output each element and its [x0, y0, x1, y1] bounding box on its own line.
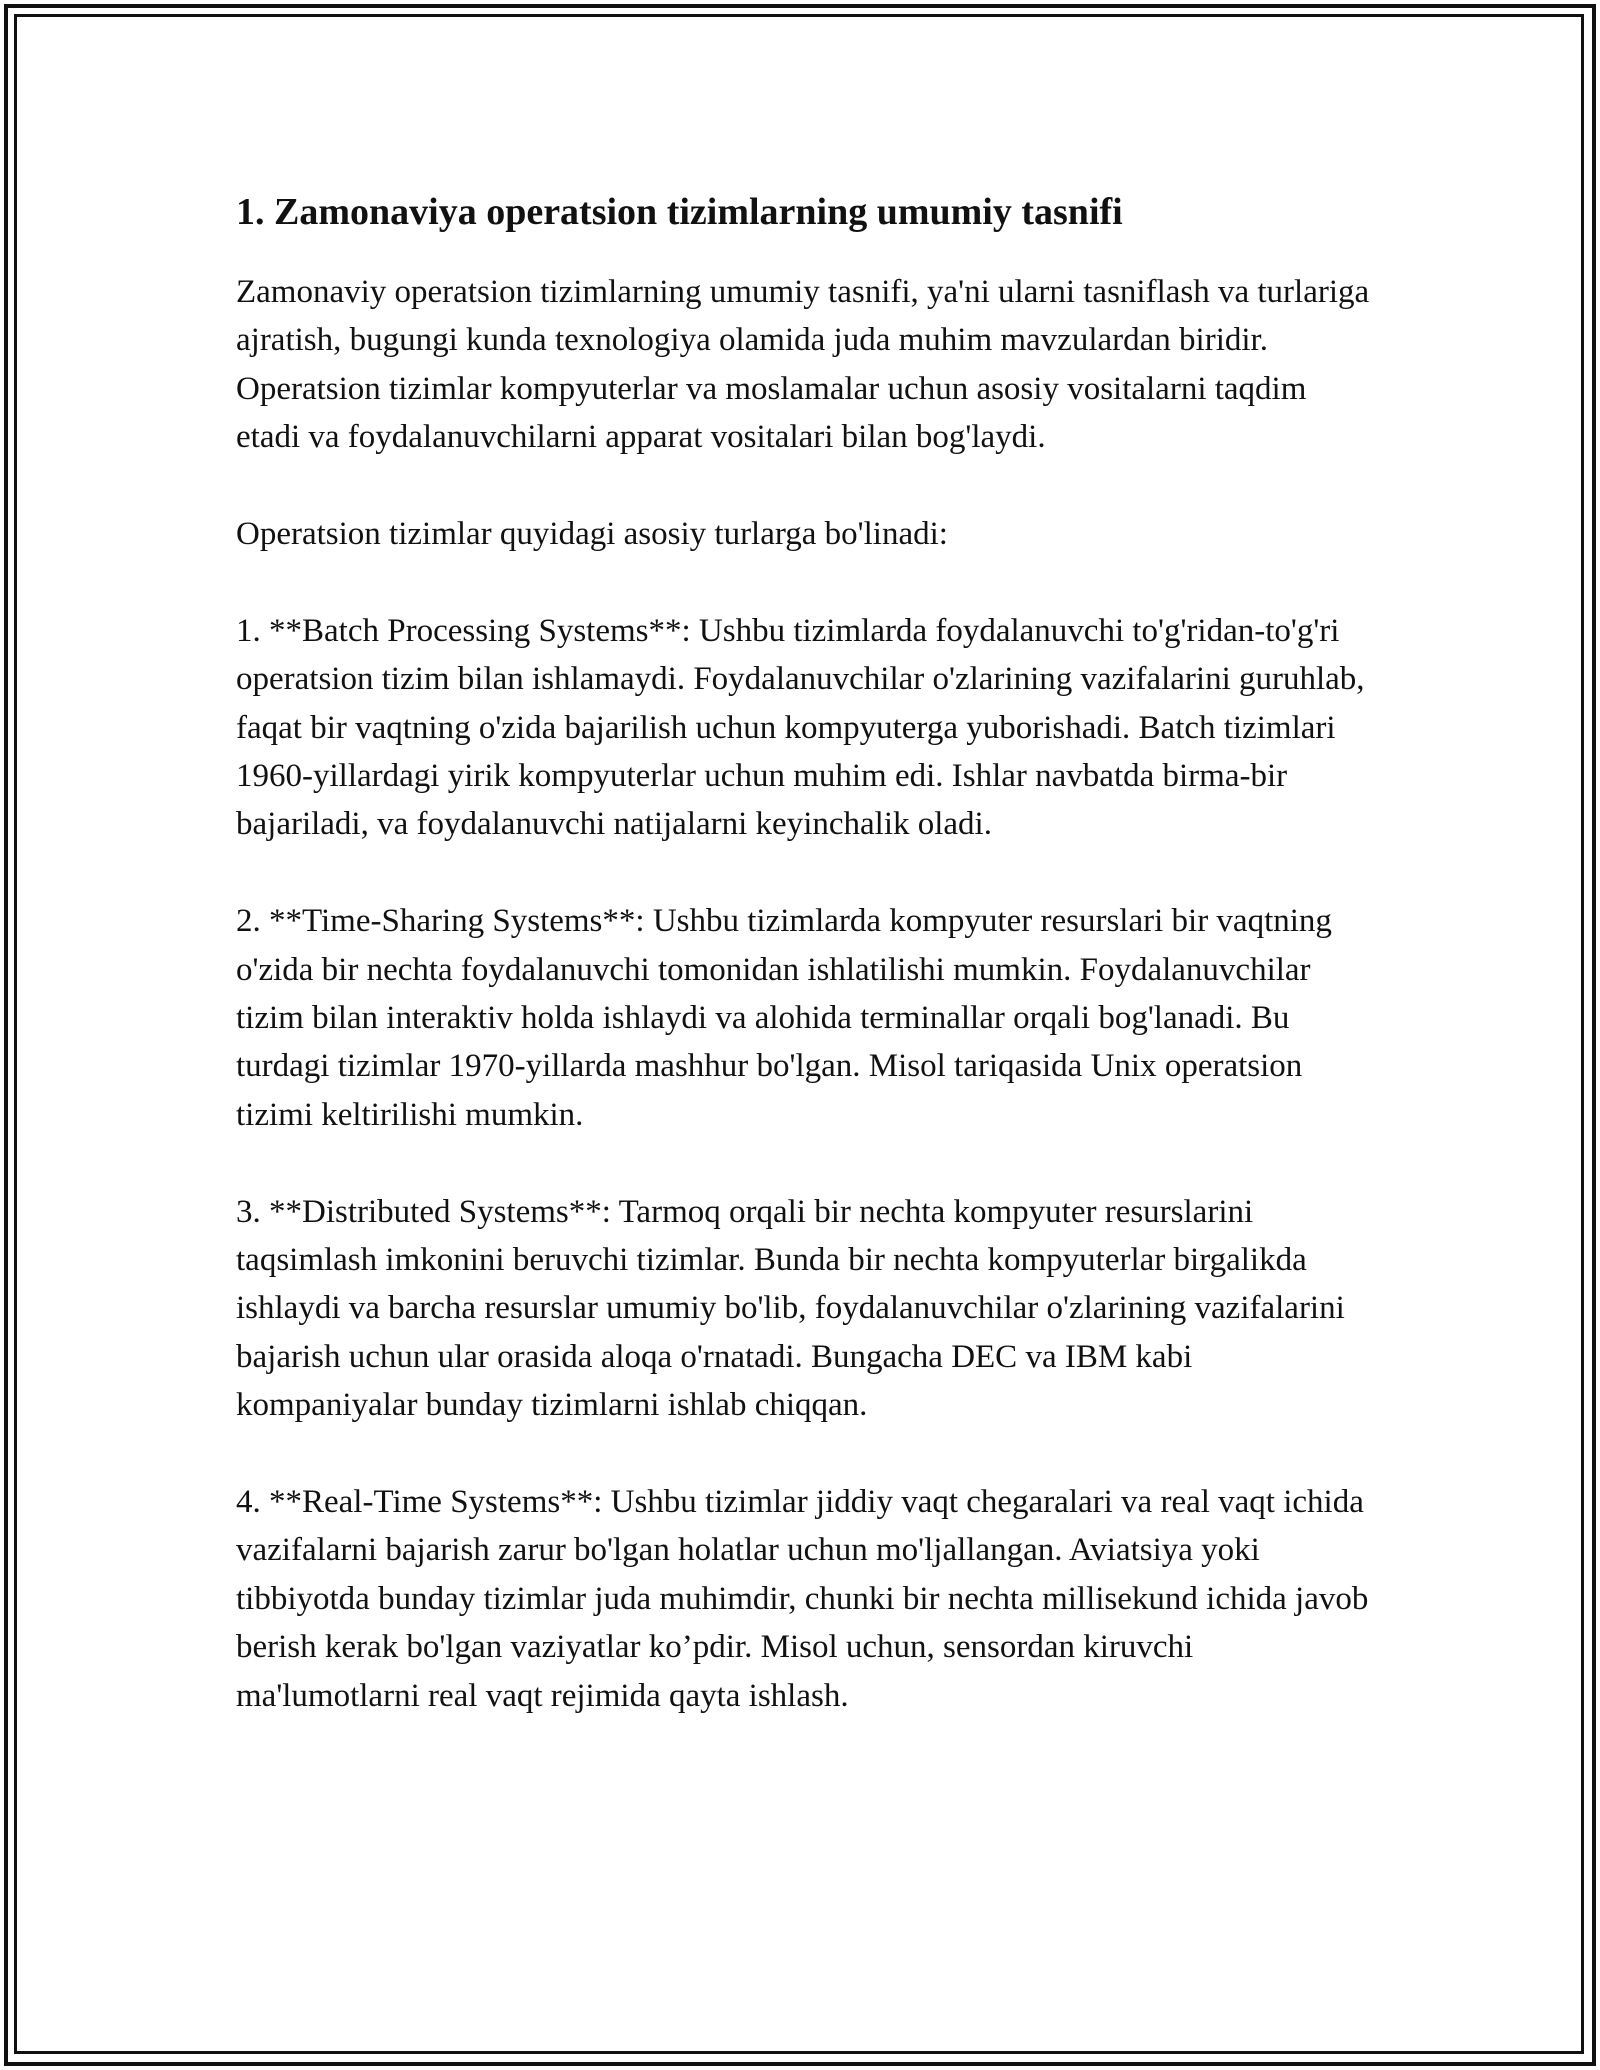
intro-paragraph: Zamonaviy operatsion tizimlarning umumiy tasnifi, ya'ni ularni tasniflash va turlariga ajratish, bugungi kunda texnologiya olamida juda muhim mavzulardan biridir. Operatsion tizimlar kompyuterlar va moslamalar uchun asosiy vositalarni taqdim etadi va foydalanuvchilarni apparat vositalari bilan bog'laydi. [236, 274, 1370, 456]
section-heading: 1. Zamonaviya operatsion tizimlarning umumiy tasnifi [236, 191, 1123, 233]
paragraph-gap [236, 1139, 1376, 1187]
document-body [236, 186, 1376, 1720]
batch-processing-paragraph: 1. **Batch Processing Systems**: Ushbu tizimlarda foydalanuvchi to'g'ridan-to'g'ri operatsion tizim bilan ishlamaydi. Foydalanuvchilar o'zlarining vazifalarini guruhlab, faqat bir vaqtning o'zida bajarilish uchun kompyuterga yuborishadi. Batch tizimlari 1960-yillardagi yirik kompyuterlar uchun muhim edi. Ishlar navbatda birma-bir bajariladi, va foydalanuvchi natijalarni keyinchalik oladi. [236, 612, 1365, 843]
paragraph-gap [236, 462, 1376, 510]
real-time-systems-paragraph: 4. **Real-Time Systems**: Ushbu tizimlar jiddiy vaqt chegaralari va real vaqt ichida vazifalarni bajarish zarur bo'lgan holatlar uchun mo'ljallangan. Aviatsiya yoki tibbiyotda bunday tizimlar juda muhimdir, chunki bir nechta millisekund ichida javob berish kerak bo'lgan vaziyatlar ko’pdir. Misol uchun, sensordan kiruvchi ma'lumotlarni real vaqt rejimida qayta ishlash. [236, 1484, 1369, 1714]
time-sharing-paragraph: 2. **Time-Sharing Systems**: Ushbu tizimlarda kompyuter resurslari bir vaqtning o'zida bir nechta foydalanuvchi tomonidan ishlatilishi mumkin. Foydalanuvchilar tizim bilan interaktiv holda ishlaydi va alohida terminallar orqali bog'lanadi. Bu turdagi tizimlar 1970-yillarda mashhur bo'lgan. Misol tariqasida Unix operatsion tizimi keltirilishi mumkin. [236, 903, 1332, 1133]
types-intro-paragraph: Operatsion tizimlar quyidagi asosiy turlarga bo'linadi: [236, 516, 948, 553]
paragraph-gap [236, 1430, 1376, 1478]
distributed-systems-paragraph: 3. **Distributed Systems**: Tarmoq orqali bir nechta kompyuter resurslarini taqsimlash imkonini beruvchi tizimlar. Bunda bir nechta kompyuterlar birgalikda ishlaydi va barcha resurslar umumiy bo'lib, foydalanuvchilar o'zlarining vazifalarini bajarish uchun ular orasida aloqa o'rnatadi. Bungacha DEC va IBM kabi kompaniyalar bunday tizimlarni ishlab chiqqan. [236, 1193, 1345, 1424]
paragraph-gap [236, 558, 1376, 606]
paragraph-gap [236, 849, 1376, 897]
